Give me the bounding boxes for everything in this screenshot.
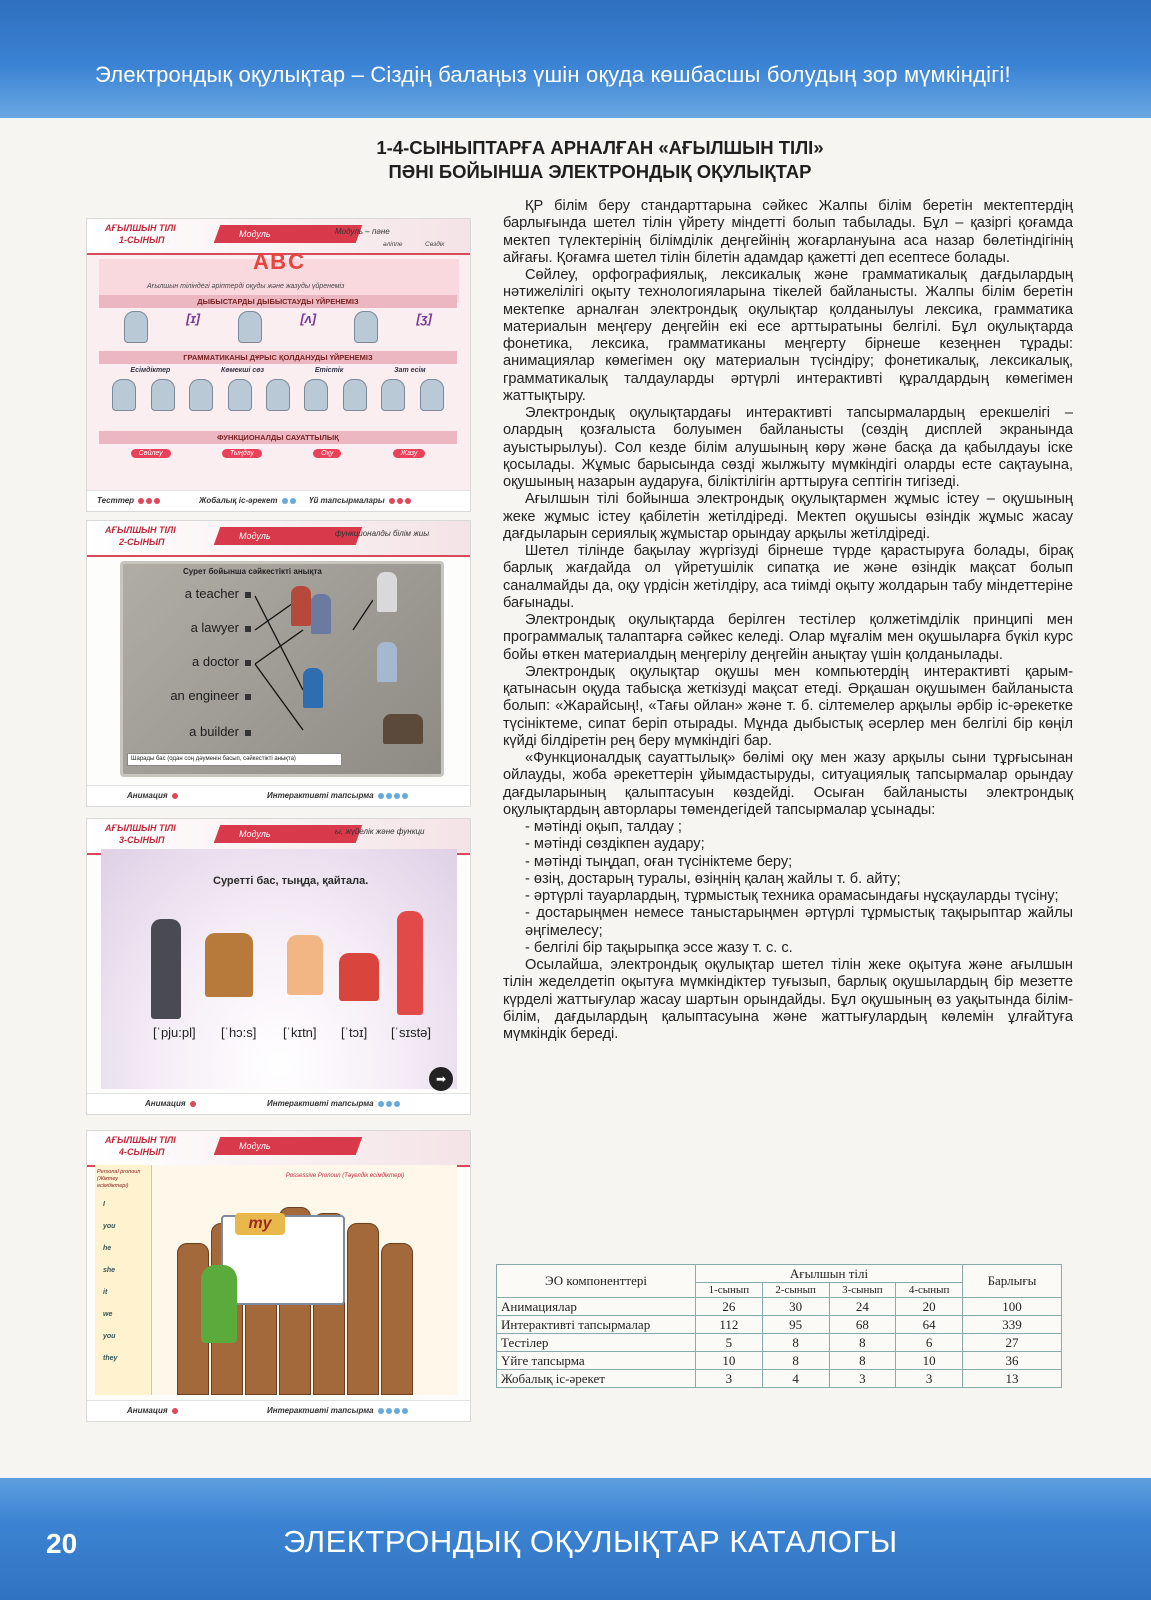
cell-total: 13 <box>963 1370 1062 1388</box>
pronoun-item[interactable]: he <box>103 1245 112 1252</box>
table-row <box>497 1352 1062 1370</box>
possessive-header: Possessive Pronoun (Тәуелдік есімдіктері) <box>285 1173 405 1179</box>
paragraph: Электрондық оқулықтар оқушы мен компьютердің интерактивті қарым-қатынасын оқуда табысқа жеткізуді мақсат етеді. Әрқашан оқушымен байланыста болып: «Жарайсың!, «Тағы ойлан» және т. б. сілтемелер арқылы әрбір іс-әрекетке түсініктеме, сипат беріп отырады. Мұнда дыбыстық әсерлер мен белгілі бір көңіл күйді білдіретін рең беру мүмкіндігі бар. <box>503 663 1073 749</box>
tab-dictionary[interactable]: Сөздік <box>425 241 445 248</box>
test-dot-icon[interactable] <box>146 498 152 504</box>
foot-tests-label: Тесттер <box>97 496 135 505</box>
character-icon[interactable] <box>343 379 367 411</box>
job-word[interactable]: a teacher <box>185 586 251 601</box>
screen-subject: АҒЫЛШЫН ТІЛІ <box>105 1135 176 1145</box>
paragraph: Электрондық оқулықтарда берілген тестілер қолжетімділік принципі мен программалық талаптарға сәйкес келеді. Олар мұғалім мен оқушыларға бүкіл курс бойы өткен материалдың меңгерілу деңгейін анықтау үшін қолданылады. <box>503 612 1073 663</box>
module-label: Модуль <box>239 829 271 839</box>
footer-band <box>0 1478 1151 1600</box>
character-icon[interactable] <box>420 379 444 411</box>
inter-dot-icon[interactable] <box>394 1101 400 1107</box>
inter-dot-icon[interactable] <box>386 1408 392 1414</box>
pronunciation-stage <box>101 849 457 1089</box>
pronoun-item[interactable]: you <box>103 1223 116 1230</box>
foot-interactive[interactable] <box>267 1099 400 1108</box>
list-item: - мәтінді тыңдап, оған түсініктеме беру; <box>525 853 793 870</box>
girl-figure-icon[interactable] <box>397 911 423 1015</box>
inter-dot-icon[interactable] <box>394 793 400 799</box>
ipa-word[interactable]: [ˈpju:pl] <box>153 1025 196 1040</box>
cell: 30 <box>762 1298 829 1316</box>
inter-dot-icon[interactable] <box>394 1408 400 1414</box>
screen-footer <box>87 1400 470 1421</box>
foot-interactive-label: Интерактивті тапсырма <box>267 1406 374 1415</box>
article-body <box>503 198 1073 1043</box>
foot-animation-label: Анимация <box>145 1099 186 1108</box>
board-title: Сурет бойынша сәйкестікті анықта <box>183 567 322 576</box>
job-word[interactable]: a doctor <box>192 654 251 669</box>
character-icon[interactable] <box>228 379 252 411</box>
foot-interactive-label: Интерактивті тапсырма <box>267 791 374 800</box>
grammar-row <box>105 367 451 374</box>
home-dot-icon[interactable] <box>397 498 403 504</box>
foot-animation[interactable] <box>127 1406 178 1415</box>
row-name: Жобалық іс-әрекет <box>497 1370 696 1388</box>
col-english: Ағылшын тілі <box>696 1265 963 1283</box>
abc-logo-icon: A B C <box>253 249 303 274</box>
pill-speaking[interactable]: Сөйлеу <box>131 449 171 458</box>
next-arrow-icon[interactable]: ➡ <box>429 1067 453 1091</box>
cat-figure-icon[interactable] <box>124 311 148 343</box>
character-icon[interactable] <box>381 379 405 411</box>
screen-subject: АҒЫЛШЫН ТІЛІ <box>105 823 176 833</box>
screen-grade: 3-СЫНЫП <box>119 835 165 845</box>
grammar-topic[interactable]: Есімдіктер <box>130 367 171 374</box>
person-office-icon[interactable] <box>383 714 423 744</box>
phoneme-3[interactable]: [ʒ] <box>416 311 432 326</box>
screen-grade: 2-СЫНЫП <box>119 537 165 547</box>
job-word[interactable]: a lawyer <box>191 620 251 635</box>
table-row <box>497 1298 1062 1316</box>
row-name: Тестілер <box>497 1334 696 1352</box>
paragraph: «Функционалдық сауаттылық» бөлімі оқу мен жазу арқылы сыни тұрғысынан ойлауды, жоба әрекеттерін ұйымдастыруды, ситуациялық тапсырмалар орындау дағдыларының қалыптасуын көздейді. Осыған байланысты электрондық оқулықтардың авторлары төмендегідей тапсырмалар ұсынады: <box>503 750 1073 818</box>
foot-animation-label: Анимация <box>127 791 168 800</box>
character-icon[interactable] <box>189 379 213 411</box>
module-tail: Модуль – пәне <box>335 227 390 236</box>
phoneme-2[interactable]: [ʌ] <box>300 311 317 326</box>
person-teacher-icon[interactable] <box>311 594 331 634</box>
home-dot-icon[interactable] <box>389 498 395 504</box>
ipa-word[interactable]: [ˈsɪstə] <box>391 1025 432 1040</box>
list-item: - мәтінді оқып, талдау ; <box>525 819 682 835</box>
ipa-word[interactable]: [ˈkɪtn] <box>283 1025 317 1040</box>
pill-listening[interactable]: Тыңдау <box>222 449 262 458</box>
paragraph: Шетел тілінде бақылау жүргізуді бірнеше түрде қарастыруға болады, бірақ барлық жағдайда ол үйретушілік сипатқа ие және өзіндік мақсат болып саналмайды да, оқу үрдісін жетілдіру, аса тиімді оқыту жолдарын табу міндеттеріне бағынады. <box>503 543 1073 611</box>
screenshot-grade-3 <box>86 818 471 1115</box>
list-item: - достарыңмен немесе таныстарыңмен әртүрлі тұрмыстық тақырыптар жайлы әңгімелесу; <box>525 905 1073 939</box>
card-word[interactable]: my <box>235 1213 285 1235</box>
screen-footer <box>87 785 470 806</box>
person-lawyer-icon[interactable] <box>291 586 311 626</box>
pronoun-item[interactable]: you <box>103 1333 116 1340</box>
cell: 3 <box>696 1370 763 1388</box>
toy-horse-figure-icon[interactable] <box>339 953 379 1001</box>
ipa-word[interactable]: [ˈtɔɪ] <box>341 1025 368 1040</box>
grammar-topic[interactable]: Зат есім <box>394 367 426 374</box>
pronoun-item[interactable]: we <box>103 1311 113 1318</box>
pill-reading[interactable]: Оқу <box>313 449 341 458</box>
cell: 68 <box>829 1316 896 1334</box>
fence-plank <box>381 1243 413 1395</box>
job-word[interactable]: an engineer <box>170 688 251 703</box>
inter-dot-icon[interactable] <box>386 1101 392 1107</box>
pronoun-column-header: Personal pronoun (Жіктеу есімдіктері) <box>97 1169 141 1189</box>
screen-subject: АҒЫЛШЫН ТІЛІ <box>105 223 176 233</box>
screen-header <box>87 1131 470 1167</box>
pronoun-item[interactable]: I <box>103 1201 105 1208</box>
title-line-2: ПӘНІ БОЙЫНША ЭЛЕКТРОНДЫҚ ОҚУЛЫҚТАР <box>388 161 812 182</box>
cell: 24 <box>829 1298 896 1316</box>
foot-tests[interactable] <box>97 496 160 505</box>
cell: 64 <box>896 1316 963 1334</box>
catalog-title: ЭЛЕКТРОНДЫҚ ОҚУЛЫҚТАР КАТАЛОГЫ <box>283 1524 898 1559</box>
ipa-word[interactable]: [ˈhɔ:s] <box>221 1025 257 1040</box>
list-item: - әртүрлі тауарлардың, тұрмыстық техника орамасындағы нұсқауларды түсіну; <box>525 888 1059 904</box>
header-slogan: Электрондық оқулықтар – Сіздің балаңыз үшін оқуда көшбасшы болудың зор мүмкіндігі! <box>95 62 1011 87</box>
person-engineer-icon[interactable] <box>303 668 323 708</box>
foot-animation-label: Анимация <box>127 1406 168 1415</box>
literacy-row <box>105 449 451 458</box>
col-total: Барлығы <box>963 1265 1062 1298</box>
cell-total: 27 <box>963 1334 1062 1352</box>
paragraph: Осылайша, электрондық оқулықтар шетел тілін жеке оқытуға және ағылшын тілін жеделдетіп оқытуға мүмкіндіктер туғызып, барлық оқушылардың бір мезетте күрделі жаттығулар жасау шартын орындайды. Бұл оқушының өз уақытында білім-білім, дағдылардың қалыптасуына және жаттығулардың көлемін ұлғайтуға мүмкіндік береді. <box>503 957 1073 1042</box>
inter-dot-icon[interactable] <box>386 793 392 799</box>
cat-figure-icon[interactable] <box>238 311 262 343</box>
paragraph: Ағылшын тілі бойынша электрондық оқулықтармен жұмыс істеу – оқушының жеке жұмыс істеу қабілетін жетілдіреді. Мектеп оқушысы өзіндік жұмыс жасау дағдыларын сериялық жұмыстар орындау арқылы жетілдіреді. <box>503 491 1073 542</box>
module-label: Модуль <box>239 229 271 239</box>
person-builder-icon[interactable] <box>377 642 397 682</box>
list-item: - өзің, достарың туралы, өзіңнің қалаң жайлы т. б. айту; <box>525 870 901 887</box>
cell: 3 <box>829 1370 896 1388</box>
cell: 20 <box>896 1298 963 1316</box>
pronoun-item[interactable]: it <box>103 1289 108 1296</box>
module-label: Модуль <box>239 531 271 541</box>
boy-figure-icon <box>201 1265 237 1343</box>
cell: 3 <box>896 1370 963 1388</box>
job-word[interactable]: a builder <box>189 724 251 739</box>
list-item: - белгілі бір тақырыпқа эссе жазу т. с. с. <box>525 939 793 956</box>
cell: 8 <box>762 1352 829 1370</box>
section-grammar: ГРАММАТИКАНЫ ДҰРЫС ҚОЛДАНУДЫ ҮЙРЕНЕМІЗ <box>99 351 457 364</box>
col-components: ЭО компоненттері <box>497 1265 696 1298</box>
screen-grade: 4-СЫНЫП <box>119 1147 165 1157</box>
cell: 8 <box>829 1352 896 1370</box>
inter-dot-icon[interactable] <box>402 793 408 799</box>
foot-animation[interactable] <box>145 1099 196 1108</box>
inter-dot-icon[interactable] <box>378 793 384 799</box>
row-name: Анимациялар <box>497 1298 696 1316</box>
character-icon[interactable] <box>151 379 175 411</box>
foot-projects-label: Жобалық іс-әрекет <box>199 496 278 505</box>
paragraph: Сөйлеу, орфографиялық, лексикалық және грамматикалық дағдылардың нәтижелілігі оқыту технологияларына тікелей байланысты. Жалпы білім беретін мектепке арналған электрондық оқулықтар қолданылуы лексика, грамматика материалын меңгеру деңгейін екі есе арттыратыны белгілі. Бұл оқулықтарда фонетика, лексика, грамматиканы меңгерту бірнеше кезеңнен тұрады: анимациялар көмегімен оқу материалын түсіндіру; фонетикалық, лексикалық, грамматикалық талдауларды әртүрлі интерактивті құралдардың көмегімен жаттықтыру. <box>503 267 1073 404</box>
cell: 8 <box>829 1334 896 1352</box>
foot-projects[interactable] <box>199 496 296 505</box>
character-icon[interactable] <box>304 379 328 411</box>
foot-animation[interactable] <box>127 791 178 800</box>
project-dot-icon[interactable] <box>282 498 288 504</box>
cell: 26 <box>696 1298 763 1316</box>
section-phonetics: ДЫБЫСТАРДЫ ДЫБЫСТАУДЫ ҮЙРЕНЕМІЗ <box>99 295 457 308</box>
screenshot-grade-4 <box>86 1130 471 1422</box>
paragraph: ҚР білім беру стандарттарына сәйкес Жалпы білім беретін мектептердің барлығында шетел тілін үйрету міндетті болып табылады. Бұл – қазіргі қоғамда мектеп түлектерінің білімділік деңгейінің жоғарлануына аса назар бөлетіндігінің айғағы. Қоғамға шетел тілін білетін адамдар қажетті деп есептесе болады. <box>503 198 1073 266</box>
cell: 6 <box>896 1334 963 1352</box>
anim-dot-icon[interactable] <box>172 1408 178 1414</box>
character-icon[interactable] <box>266 379 290 411</box>
foot-interactive[interactable] <box>267 791 408 800</box>
foot-homework-label: Үй тапсырмалары <box>309 496 385 505</box>
foot-interactive[interactable] <box>267 1406 408 1415</box>
screen-footer <box>87 490 470 511</box>
page-number: 20 <box>46 1528 78 1559</box>
title-line-1: 1-4-СЫНЫПТАРҒА АРНАЛҒАН «АҒЫЛШЫН ТІЛІ» <box>376 137 824 158</box>
table-row <box>497 1370 1062 1388</box>
cell: 112 <box>696 1316 763 1334</box>
table-header-row <box>497 1265 1062 1283</box>
cell: 8 <box>762 1334 829 1352</box>
cell: 5 <box>696 1334 763 1352</box>
foot-interactive-label: Интерактивті тапсырма <box>267 1099 374 1108</box>
article-title <box>330 136 870 184</box>
module-tail: ы, жүйелік және функци <box>335 827 425 836</box>
characters-row <box>105 379 451 411</box>
pronoun-item[interactable]: they <box>103 1355 118 1362</box>
cell: 95 <box>762 1316 829 1334</box>
screen-header <box>87 521 470 557</box>
kitten-figure-icon[interactable] <box>287 935 323 995</box>
inter-dot-icon[interactable] <box>402 1408 408 1414</box>
list-item: - мәтінді сөздікпен аудару; <box>525 836 705 853</box>
pronunciation-prompt: Суретті бас, тыңда, қайтала. <box>213 875 369 887</box>
foot-homework[interactable] <box>309 496 411 505</box>
screen-subject: АҒЫЛШЫН ТІЛІ <box>105 525 176 535</box>
pronoun-grid <box>95 1165 457 1395</box>
fence-plank <box>347 1223 379 1395</box>
grammar-topic[interactable]: Көмекші сөз <box>221 367 265 374</box>
pronoun-item[interactable]: she <box>103 1267 116 1274</box>
anim-dot-icon[interactable] <box>172 793 178 799</box>
grammar-topic[interactable]: Етістік <box>314 367 344 374</box>
module-tail: функционалды білім жиы <box>335 529 430 538</box>
col-grade: 4-сынып <box>896 1283 963 1298</box>
man-figure-icon[interactable] <box>151 919 181 1019</box>
anim-dot-icon[interactable] <box>190 1101 196 1107</box>
screen-footer <box>87 1093 470 1114</box>
cell-total: 339 <box>963 1316 1062 1334</box>
alphabet-intro: Ағылшын тіліндегі әріптерді оқуды және жазуды үйренеміз <box>147 283 345 290</box>
instruction-bar: Шарады бас (одан соң дәуменін басып, сәйкестікті анықта) <box>127 753 342 766</box>
paragraph: Электрондық оқулықтардағы интерактивті тапсырмалардың ерекшелігі – олардың қозғалыста болуымен байланысты (сөздің дисплей экранында ауыстырылуы). Сол кезде білім алушының көру және басқа да қабылдауы іске қосылады. Жұмыс барысында сөзді жылжыту мүмкіндігі оларды есте сақтауына, оқушының назарын аударуға, біліктілігін арттыруға септігін тигізеді. <box>503 405 1073 490</box>
inter-dot-icon[interactable] <box>378 1408 384 1414</box>
section-literacy: ФУНКЦИОНАЛДЫ САУАТТЫЛЫҚ <box>99 431 457 444</box>
screenshot-grade-1 <box>86 218 471 512</box>
phoneme-1[interactable]: [ɪ] <box>186 311 201 326</box>
table-row <box>497 1334 1062 1352</box>
cat-figure-icon[interactable] <box>354 311 378 343</box>
matching-board <box>120 561 444 777</box>
cell-total: 100 <box>963 1298 1062 1316</box>
inter-dot-icon[interactable] <box>378 1101 384 1107</box>
cell: 10 <box>896 1352 963 1370</box>
project-dot-icon[interactable] <box>290 498 296 504</box>
character-icon[interactable] <box>112 379 136 411</box>
person-doctor-icon[interactable] <box>377 572 397 612</box>
pill-writing[interactable]: Жазу <box>393 449 426 458</box>
col-grade: 3-сынып <box>829 1283 896 1298</box>
home-dot-icon[interactable] <box>405 498 411 504</box>
row-name: Үйге тапсырма <box>497 1352 696 1370</box>
test-dot-icon[interactable] <box>138 498 144 504</box>
header-band <box>0 0 1151 118</box>
tab-alphabet[interactable]: әліппе <box>383 241 403 248</box>
horse-figure-icon[interactable] <box>205 933 253 997</box>
screenshot-grade-2 <box>86 520 471 807</box>
screen-grade: 1-СЫНЫП <box>119 235 165 245</box>
phonetics-row <box>105 311 451 343</box>
module-label: Модуль <box>239 1141 271 1151</box>
table-row <box>497 1316 1062 1334</box>
test-dot-icon[interactable] <box>154 498 160 504</box>
module-tab[interactable] <box>214 1137 363 1155</box>
cell: 10 <box>696 1352 763 1370</box>
cell: 4 <box>762 1370 829 1388</box>
cell-total: 36 <box>963 1352 1062 1370</box>
col-grade: 1-сынып <box>696 1283 763 1298</box>
row-name: Интерактивті тапсырмалар <box>497 1316 696 1334</box>
col-grade: 2-сынып <box>762 1283 829 1298</box>
components-table <box>496 1264 1062 1388</box>
pronoun-column <box>95 1165 152 1395</box>
